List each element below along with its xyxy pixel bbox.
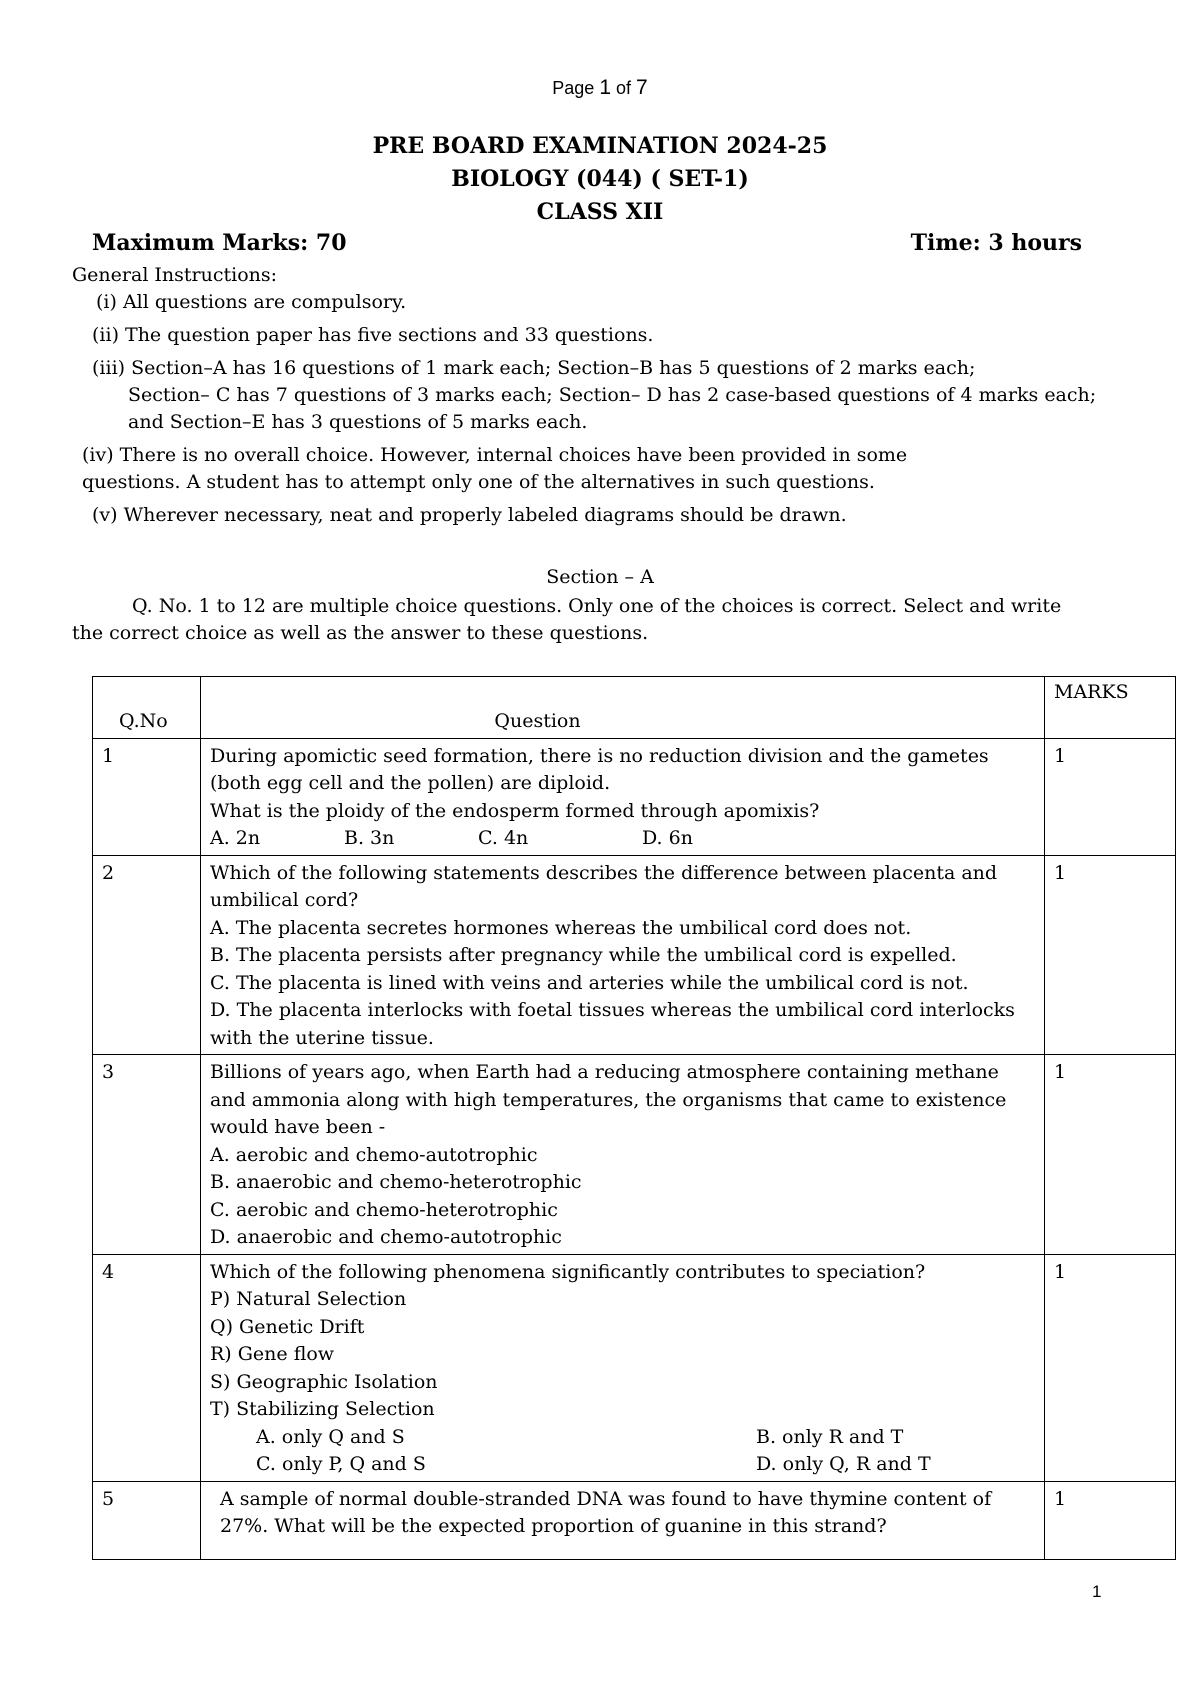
header-marks: MARKS bbox=[1045, 677, 1176, 739]
option-b: B. only R and T bbox=[756, 1425, 904, 1448]
section-title: Section – A bbox=[546, 566, 654, 588]
question-number: 3 bbox=[93, 1055, 201, 1255]
question-marks: 1 bbox=[1045, 1055, 1176, 1255]
question-marks: 1 bbox=[1045, 738, 1176, 855]
instruction-2: (ii) The question paper has five sections and 33 questions. bbox=[92, 324, 654, 346]
question-number: 2 bbox=[93, 855, 201, 1055]
question-stem: During apomictic seed formation, there is no reduction division and the gametes (both egg cell and the pollen) are diploid. bbox=[210, 744, 989, 794]
option-a: A. 2n bbox=[210, 827, 261, 849]
option-d: D. anaerobic and chemo-autotrophic bbox=[210, 1226, 562, 1248]
option-a: A. only Q and S bbox=[256, 1425, 405, 1448]
subject-title: BIOLOGY (044) ( SET-1) bbox=[451, 166, 749, 192]
option-c: C. only P, Q and S bbox=[256, 1453, 426, 1475]
item-p: P) Natural Selection bbox=[210, 1288, 407, 1310]
option-d: D. The placenta interlocks with foetal tissues whereas the umbilical cord interlocks with the uterine tissue. bbox=[210, 999, 1015, 1049]
option-b: B. The placenta persists after pregnancy while the umbilical cord is expelled. bbox=[210, 944, 957, 966]
section-intro: Q. No. 1 to 12 are multiple choice questions. Only one of the choices is correct. Select and write the correct choice as well as the answer to these questions. bbox=[72, 595, 1062, 644]
table-row bbox=[93, 1055, 1176, 1255]
table-header-row bbox=[93, 677, 1176, 739]
instruction-4 bbox=[72, 442, 1112, 496]
option-d: D. only Q, R and T bbox=[756, 1453, 931, 1475]
question-number: 1 bbox=[93, 738, 201, 855]
page-mid: of bbox=[611, 78, 637, 98]
option-c: C. 4n bbox=[478, 827, 529, 849]
question-stem: Which of the following phenomena significantly contributes to speciation? bbox=[210, 1260, 926, 1283]
question-text bbox=[201, 1481, 1045, 1559]
instruction-3 bbox=[72, 355, 1112, 436]
option-c: C. aerobic and chemo-heterotrophic bbox=[210, 1198, 558, 1221]
instruction-5: (v) Wherever necessary, neat and properly labeled diagrams should be drawn. bbox=[92, 504, 847, 526]
instructions-heading: General Instructions: bbox=[72, 264, 278, 286]
question-marks: 1 bbox=[1045, 1481, 1176, 1559]
exam-title: PRE BOARD EXAMINATION 2024-25 bbox=[372, 133, 828, 159]
question-number: 5 bbox=[93, 1481, 201, 1559]
option-d: D. 6n bbox=[642, 827, 693, 849]
option-c: C. The placenta is lined with veins and arteries while the umbilical cord is not. bbox=[210, 971, 969, 994]
question-text bbox=[201, 1254, 1045, 1481]
option-grid bbox=[210, 1424, 1035, 1479]
general-instructions bbox=[72, 262, 1112, 529]
exam-title-block bbox=[0, 130, 1200, 229]
option-a: A. aerobic and chemo-autotrophic bbox=[210, 1143, 538, 1166]
item-r: R) Gene flow bbox=[210, 1343, 335, 1365]
option-row bbox=[210, 825, 1035, 853]
question-sub: What is the ploidy of the endosperm formed through apomixis? bbox=[210, 799, 820, 822]
page-current: 1 bbox=[599, 76, 612, 99]
header-qno: Q.No bbox=[93, 677, 201, 739]
option-b: B. anaerobic and chemo-heterotrophic bbox=[210, 1171, 582, 1193]
page-prefix: Page bbox=[552, 78, 600, 98]
question-text bbox=[201, 1055, 1045, 1255]
item-t: T) Stabilizing Selection bbox=[210, 1398, 435, 1420]
page-header bbox=[0, 76, 1200, 100]
question-text bbox=[201, 855, 1045, 1055]
question-marks: 1 bbox=[1045, 1254, 1176, 1481]
question-marks: 1 bbox=[1045, 855, 1176, 1055]
question-text bbox=[201, 738, 1045, 855]
question-number: 4 bbox=[93, 1254, 201, 1481]
class-title: CLASS XII bbox=[536, 199, 664, 225]
instruction-1: (i) All questions are compulsory. bbox=[96, 291, 407, 313]
question-stem: A sample of normal double-stranded DNA was found to have thymine content of 27%. What will be the expected proportion of guanine in this strand? bbox=[220, 1487, 992, 1537]
marks-time-row bbox=[92, 230, 1082, 256]
table-row bbox=[93, 1481, 1176, 1559]
page-total: 7 bbox=[636, 76, 648, 99]
time-allowed: Time: 3 hours bbox=[910, 230, 1082, 256]
instruction-3-line-1: (iii) Section–A has 16 questions of 1 mark each; Section–B has 5 questions of 2 marks each; bbox=[92, 357, 976, 379]
question-stem: Billions of years ago, when Earth had a reducing atmosphere containing methane and ammonia along with high temperatures, the organisms that came to existence would have been - bbox=[210, 1061, 1007, 1138]
question-stem: Which of the following statements describes the difference between placenta and umbilical cord? bbox=[210, 861, 998, 911]
header-question: Question bbox=[201, 677, 1045, 739]
instruction-4-line-1: (iv) There is no overall choice. However, internal choices have been provided in some bbox=[82, 444, 908, 466]
question-table bbox=[92, 676, 1176, 1560]
option-a: A. The placenta secretes hormones whereas the umbilical cord does not. bbox=[210, 916, 912, 939]
max-marks: Maximum Marks: 70 bbox=[92, 230, 347, 256]
table-row bbox=[93, 855, 1176, 1055]
option-b: B. 3n bbox=[344, 827, 395, 849]
table-row bbox=[93, 1254, 1176, 1481]
item-q: Q) Genetic Drift bbox=[210, 1315, 365, 1338]
instruction-4-line-2: questions. A student has to attempt only one of the alternatives in such questions. bbox=[82, 471, 875, 493]
footer-page-number: 1 bbox=[1092, 1582, 1102, 1601]
table-row bbox=[93, 738, 1176, 855]
instruction-3-line-2: Section– C has 7 questions of 3 marks each; Section– D has 2 case-based questions of 4 marks each; and Section–E has 3 questions of 5 marks each. bbox=[128, 384, 1097, 433]
item-s: S) Geographic Isolation bbox=[210, 1370, 438, 1393]
